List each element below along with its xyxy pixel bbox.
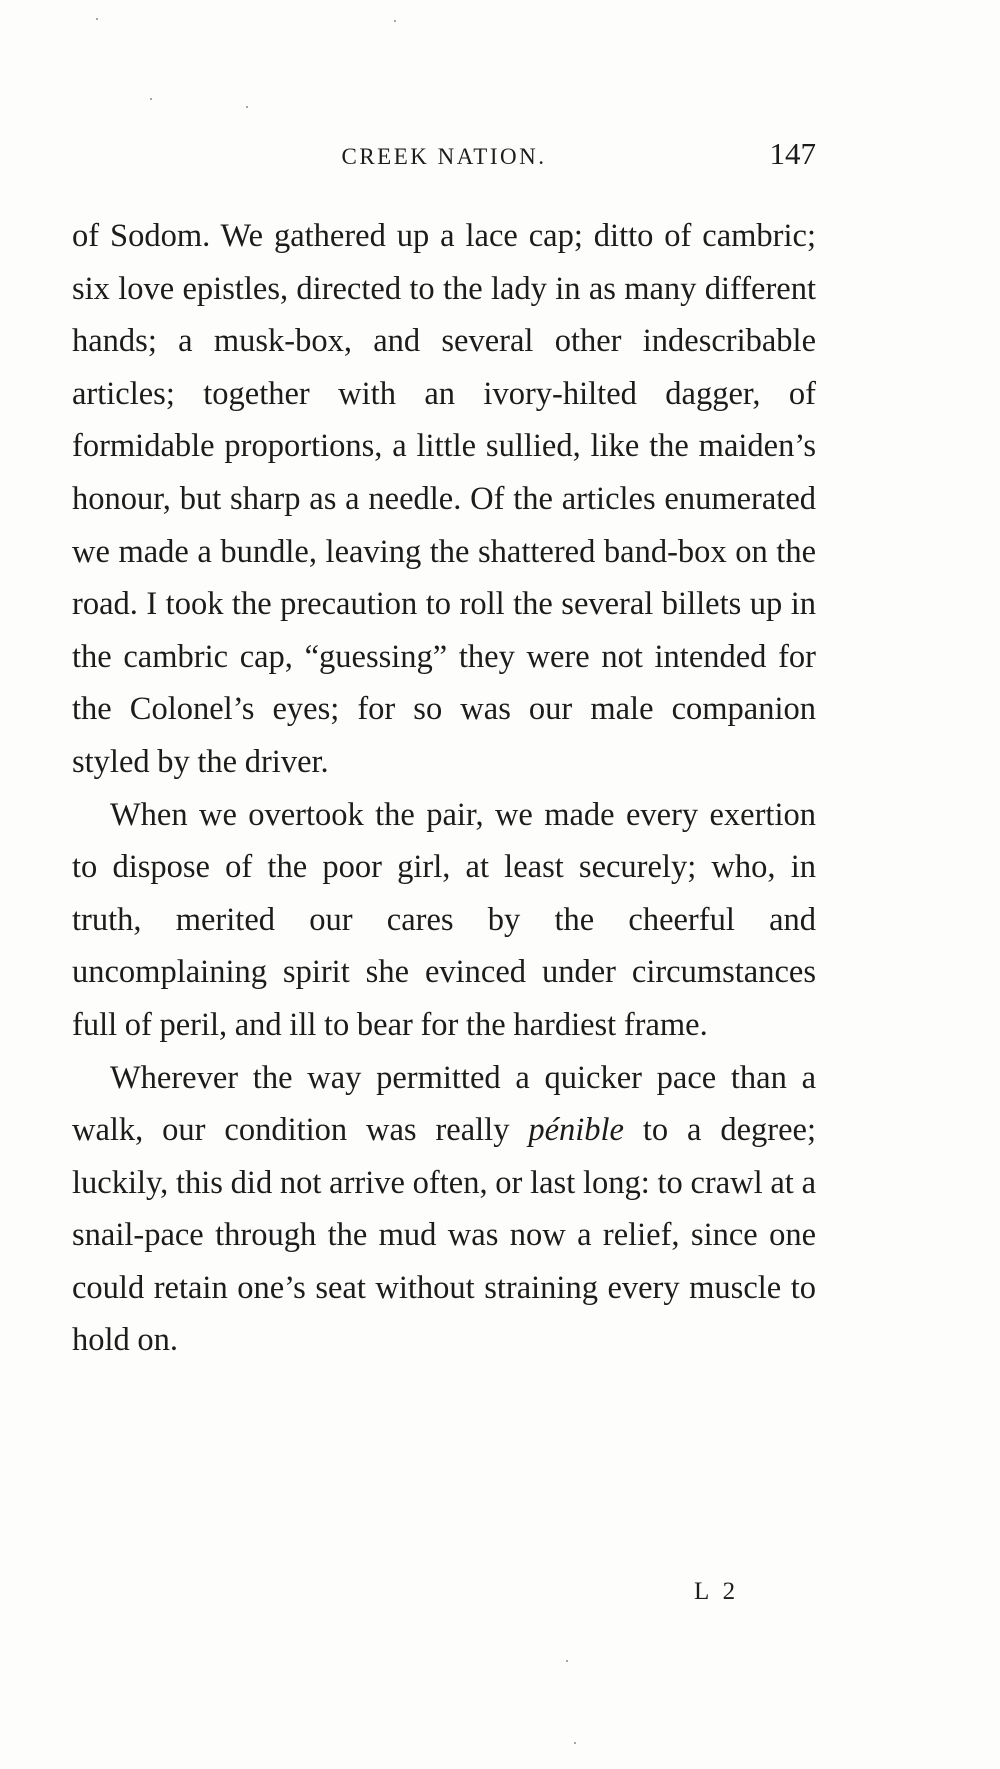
italic-word: pénible — [528, 1112, 624, 1149]
paragraph: When we overtook the pair, we made every exertion to dispose of the poor girl, at least securely; who, in truth, merited our cares by the cheerful and uncomplaining spirit she evinced under circumstances full of peril, and ill to bear for the hardiest frame. — [72, 796, 816, 1043]
body-text — [72, 210, 816, 1367]
paper-speck — [394, 20, 396, 22]
paragraph: of Sodom. We gathered up a lace cap; ditto of cambric; six love epistles, directed to the lady in as many different hands; a musk-box, and several other indescribable articles; together with an ivory-hilted dagger, of formidable proportions, a little sullied, like the maiden’s honour, but sharp as a needle. Of the articles enumerated we made a bundle, leaving the shattered band-box on the road. I took the precaution to roll the several billets up in the cambric cap, “guessing” they were not intended for the Colonel’s eyes; for so was our male companion styled by the driver. — [72, 218, 816, 780]
paper-speck — [566, 1660, 568, 1662]
paper-speck — [246, 106, 248, 108]
paragraph-text: to a degree; luckily, this did not arrive often, or last long: to crawl at a snail-pace through the mud was now a relief, since one could retain one’s seat without straining every muscle to hold on. — [72, 1112, 816, 1359]
paragraph — [72, 1052, 816, 1368]
paper-speck — [574, 1742, 576, 1744]
signature-mark: L 2 — [694, 1578, 740, 1605]
running-head — [72, 134, 816, 194]
paper-speck — [150, 98, 152, 100]
page-number: 147 — [769, 136, 816, 171]
running-title: CREEK NATION. — [341, 144, 547, 169]
paragraph-text: Wherever the way permitted a quicker pace than a walk, our condition was really — [72, 1059, 816, 1149]
paper-speck — [96, 18, 98, 20]
